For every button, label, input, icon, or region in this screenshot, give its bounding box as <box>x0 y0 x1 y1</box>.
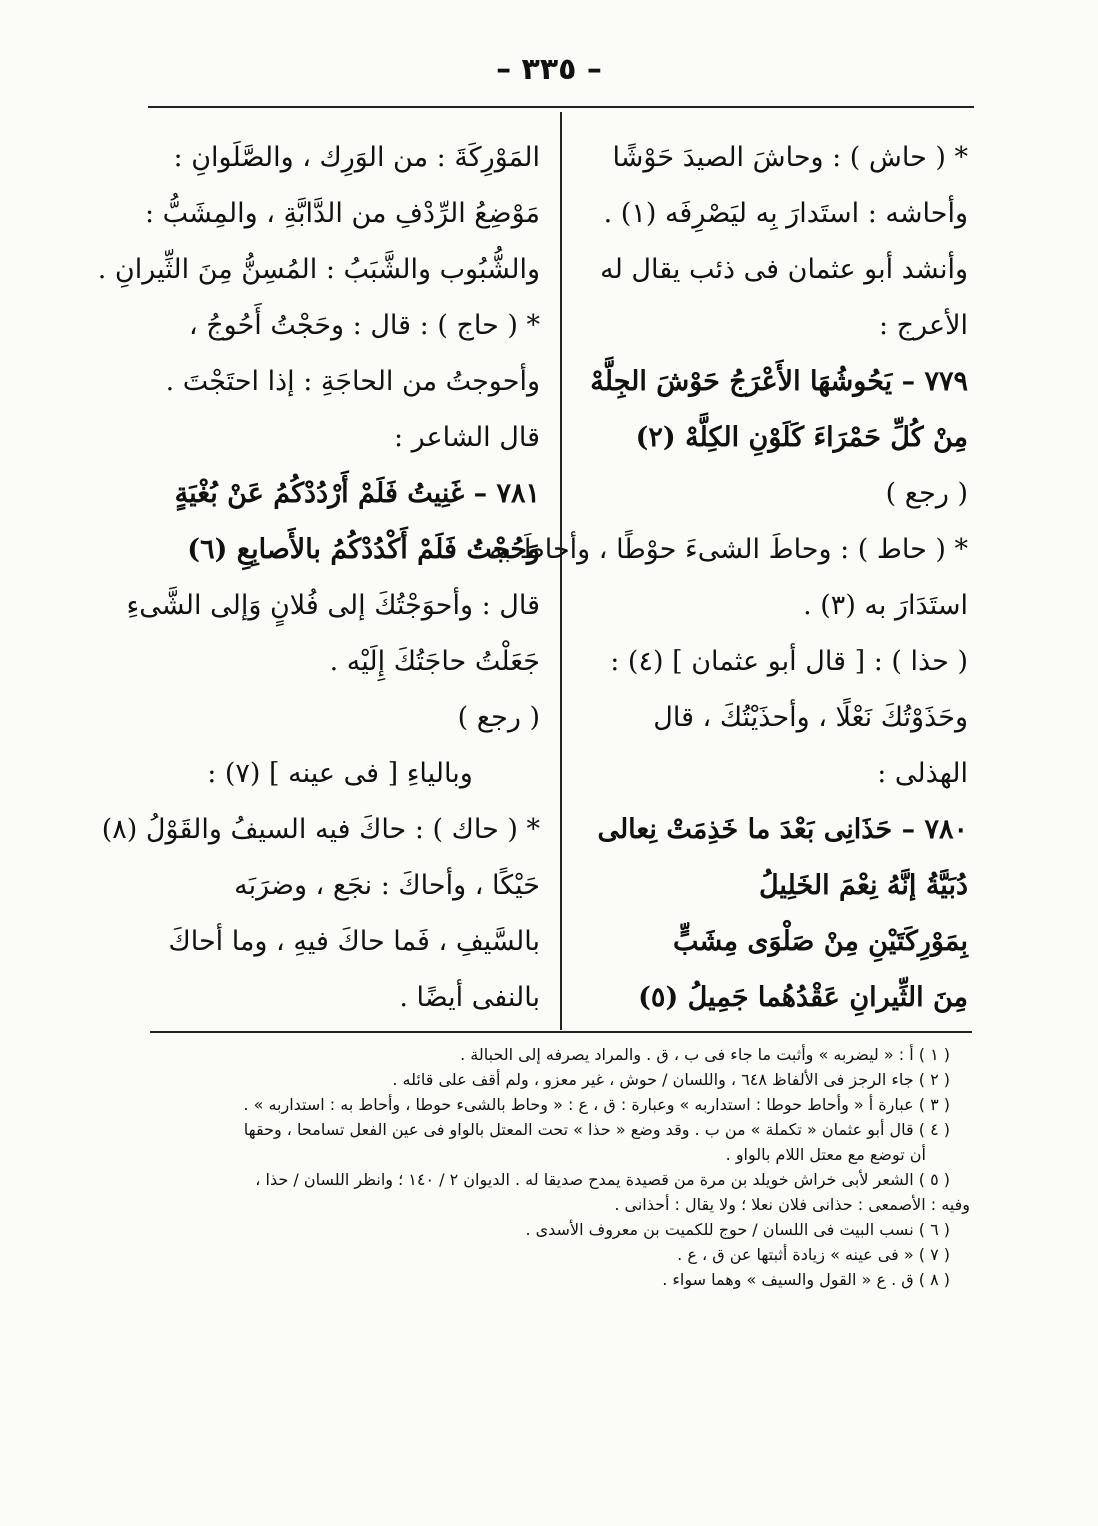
right-column-line: ٧٧٩ – يَحُوشُهَا الأَعْرَجُ حَوْشَ الجِلَّهْ <box>590 366 968 397</box>
left-column-line: قال الشاعر : <box>393 422 540 453</box>
left-column-line: جَعَلْتُ حاجَتُكَ إِلَيْه . <box>329 646 540 677</box>
footnotes-line: ( ٤ ) قال أبو عثمان « تكملة » من ب . وقد وضع « حذا » تحت المعتل بالواو فى عين الفعل تسامحا ، وحقها <box>243 1120 950 1139</box>
right-column-line: ( حذا ) : [ قال أبو عثمان ] (٤) : <box>610 646 968 677</box>
footnotes-line: ( ٢ ) جاء الرجز فى الألفاظ ٦٤٨ ، واللسان / حوش ، غير معزو ، ولم أقف على قائله . <box>392 1070 950 1089</box>
page-number: – ٣٣٥ – <box>496 52 602 87</box>
footnotes-line: ( ٧ ) « فى عينه » زيادة أثبتها عن ق ، ع . <box>677 1245 950 1264</box>
right-column-line: * ( حاش ) : وحاشَ الصيدَ حَوْشًا <box>612 142 968 173</box>
right-column-line: وحَذَوْتُكَ نَعْلًا ، وأحذَيْتُكَ ، قال <box>653 702 968 733</box>
footnotes-line: ( ٨ ) ق . ع « القول والسيف » وهما سواء . <box>662 1270 950 1289</box>
footnotes-line: أن توضع مع معتل اللام بالواو . <box>725 1145 926 1164</box>
left-column-line: بالنفى أيضًا . <box>399 982 540 1013</box>
right-column-line: مِنْ كُلِّ حَمْرَاءَ كَلَوْنِ الكِلَّهْ (٢) <box>635 422 968 453</box>
right-column-line: وأحاشه : استَدارَ بِه ليَصْرِفَه (١) . <box>603 198 968 229</box>
right-column-line: ٧٨٠ – حَذَانِى بَعْدَ ما خَذِمَتْ نِعالى <box>597 814 968 845</box>
footnote-rule <box>150 1031 972 1033</box>
right-column-line: * ( حاط ) : وحاطَ الشىءَ حوْطًا ، وأحاطَ به : <box>471 534 968 565</box>
footnotes-line: ( ٥ ) الشعر لأبى خراش خويلد بن مرة من قصيدة يمدح صديقا له . الديوان ٢ / ١٤٠ ؛ وانظر اللسان / حذا ، <box>255 1170 950 1189</box>
right-column-line: الأعرج : <box>878 310 968 341</box>
left-column-line: حَيْكًا ، وأحاكَ : نجَع ، وضرَبَه <box>234 870 540 901</box>
footnotes-line: وفيه : الأصمعى : حذانى فلان نعلا ؛ ولا يقال : أحذانى . <box>614 1195 970 1214</box>
left-column-line: ( رجع ) <box>457 702 540 733</box>
footnotes <box>130 1042 970 1292</box>
right-column <box>471 130 968 1026</box>
right-column-line: دُبَيَّةُ إنَّهُ نِعْمَ الخَلِيلُ <box>758 870 968 901</box>
footnotes-line: ( ٦ ) نسب البيت فى اللسان / حوج للكميت بن معروف الأسدى . <box>525 1220 950 1239</box>
right-column-line: ( رجع ) <box>885 478 968 509</box>
right-column-line: بِمَوْرِكَتَيْنِ مِنْ صَلْوَى مِشَبٍّ <box>672 926 968 957</box>
left-column <box>97 130 540 1026</box>
right-column-line: الهذلى : <box>877 758 968 789</box>
left-column-line: قال : وأحوَجْتُكَ إلى فُلانٍ وَإلى الشَّىءِ <box>126 590 540 621</box>
footnotes-line: ( ٣ ) عبارة أ « وأحاط حوطا : استداربه » وعبارة : ق ، ع : « وحاط بالشىء حوطا ، وأحاط به : استداربه » . <box>243 1095 950 1114</box>
left-column-line: بالسَّيفِ ، فَما حاكَ فيهِ ، وما أحاكَ <box>168 926 540 957</box>
left-column-line: * ( حاج ) : قال : وحَجْتُ أَحُوجُ ، <box>188 310 540 341</box>
footnotes-line: ( ١ ) أ : « ليضربه » وأثبت ما جاء فى ب ، ق . والمراد يصرفه إلى الحبالة . <box>460 1045 950 1064</box>
header-rule <box>148 106 974 108</box>
right-column-line: وأنشد أبو عثمان فى ذئب يقال له <box>600 254 968 285</box>
left-column-line: مَوْضِعُ الرِّدْفِ من الدَّابَّةِ ، والمِشَبُّ : <box>144 198 540 229</box>
right-column-line: استَدَارَ به (٣) . <box>803 590 968 621</box>
right-column-line: مِنَ الثِّيرانِ عَقْدُهُما جَمِيلُ (٥) <box>638 982 968 1013</box>
left-column-line: والشُّبُوب والشَّبَبُ : المُسِنُّ مِنَ الثِّيرانِ . <box>97 254 540 285</box>
left-column-line: وبالياءِ [ فى عينه ] (٧) : <box>207 758 473 789</box>
left-column-line: وأحوجتُ من الحاجَةِ : إذا احتَجْتَ . <box>165 366 540 397</box>
left-column-line: ٧٨١ – غَنِيتُ فَلَمْ أَرْدُدْكُمُ عَنْ بُغْيَةٍ <box>174 478 540 509</box>
left-column-line: * ( حاك ) : حاكَ فيه السيفُ والقَوْلُ (٨) <box>101 814 540 845</box>
left-column-line: وَحُجْتُ فَلَمْ أَكْدُدْكُمُ بالأَصابِعِ (٦) <box>187 534 540 565</box>
left-column-line: المَوْرِكَةَ : من الوَرِك ، والصَّلَوانِ : <box>173 142 540 173</box>
